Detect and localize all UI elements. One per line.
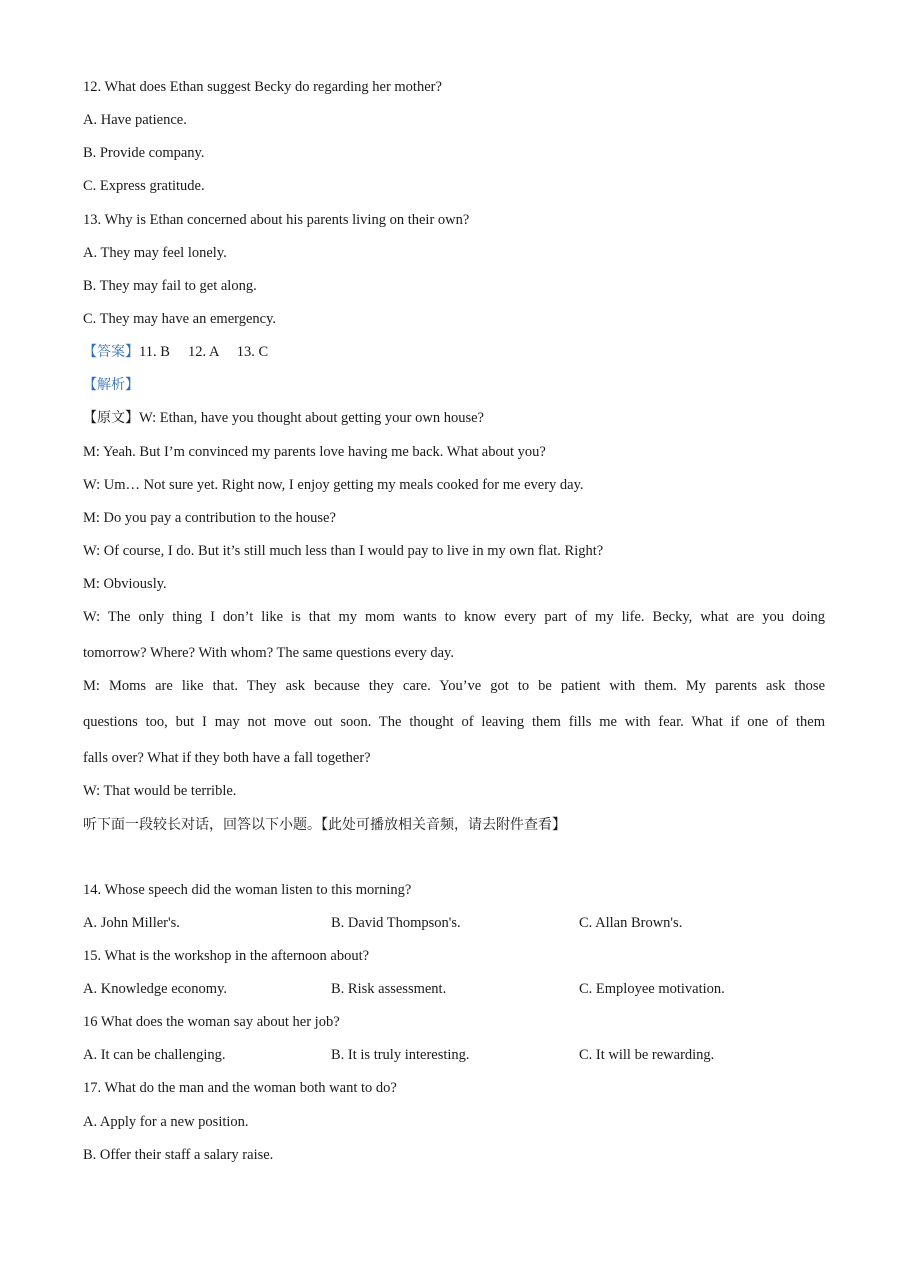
question-12-option-b: B. Provide company. <box>83 145 205 161</box>
question-17-option-b: B. Offer their staff a salary raise. <box>83 1147 274 1163</box>
question-12-option-c: C. Express gratitude. <box>83 178 205 194</box>
question-13-option-a: A. They may feel lonely. <box>83 245 227 261</box>
analysis-line <box>83 375 825 395</box>
question-13-stem: 13. Why is Ethan concerned about his parents living on their own? <box>83 212 470 228</box>
transcript-line: questions too, but I may not move out soon. The thought of leaving them fills me with fear. What if one of them <box>83 714 825 730</box>
answer-label: 【答案】 <box>83 344 139 360</box>
question-14-option-b: B. David Thompson's. <box>331 915 461 931</box>
transcript-line: W: Um… Not sure yet. Right now, I enjoy getting my meals cooked for me every day. <box>83 477 584 493</box>
transcript-text: W: Ethan, have you thought about getting your own house? <box>139 410 484 426</box>
question-15-stem: 15. What is the workshop in the afternoon about? <box>83 948 370 964</box>
transcript-line: tomorrow? Where? With whom? The same questions every day. <box>83 645 454 661</box>
transcript-line: W: That would be terrible. <box>83 783 237 799</box>
question-14-option-a: A. John Miller's. <box>83 915 180 931</box>
question-15-option-c: C. Employee motivation. <box>579 981 725 997</box>
question-13-option-c: C. They may have an emergency. <box>83 311 276 327</box>
analysis-label: 【解析】 <box>83 377 139 393</box>
transcript-label: 【原文】 <box>83 410 139 426</box>
question-15-option-a: A. Knowledge economy. <box>83 981 228 997</box>
question-17-stem: 17. What do the man and the woman both want to do? <box>83 1080 397 1096</box>
transcript-line: W: Of course, I do. But it’s still much less than I would pay to live in my own flat. Right? <box>83 543 604 559</box>
question-16-stem: 16 What does the woman say about her job? <box>83 1014 340 1030</box>
question-16-option-a: A. It can be challenging. <box>83 1047 226 1063</box>
transcript-line: M: Obviously. <box>83 576 167 592</box>
transcript-line: M: Do you pay a contribution to the house? <box>83 510 336 526</box>
question-12-stem: 12. What does Ethan suggest Becky do regarding her mother? <box>83 79 442 95</box>
question-13-option-b: B. They may fail to get along. <box>83 278 257 294</box>
question-12-option-a: A. Have patience. <box>83 112 187 128</box>
transcript-line: M: Moms are like that. They ask because they care. You’ve got to be patient with them. My parents ask those <box>83 678 825 694</box>
answer-line <box>83 342 825 362</box>
transcript-line <box>83 408 825 428</box>
question-16-option-b: B. It is truly interesting. <box>331 1047 470 1063</box>
question-14-stem: 14. Whose speech did the woman listen to this morning? <box>83 882 412 898</box>
transcript-line: falls over? What if they both have a fall together? <box>83 750 371 766</box>
answer-text: 11. B 12. A 13. C <box>139 344 269 360</box>
question-14-option-c: C. Allan Brown's. <box>579 915 683 931</box>
listening-instruction: 听下面一段较长对话，回答以下小题。【此处可播放相关音频，请去附件查看】 <box>83 817 566 833</box>
question-16-option-c: C. It will be rewarding. <box>579 1047 715 1063</box>
transcript-line: W: The only thing I don’t like is that my mom wants to know every part of my life. Becky, what are you doing <box>83 609 825 625</box>
question-15-option-b: B. Risk assessment. <box>331 981 447 997</box>
question-17-option-a: A. Apply for a new position. <box>83 1114 249 1130</box>
transcript-line: M: Yeah. But I’m convinced my parents love having me back. What about you? <box>83 444 546 460</box>
